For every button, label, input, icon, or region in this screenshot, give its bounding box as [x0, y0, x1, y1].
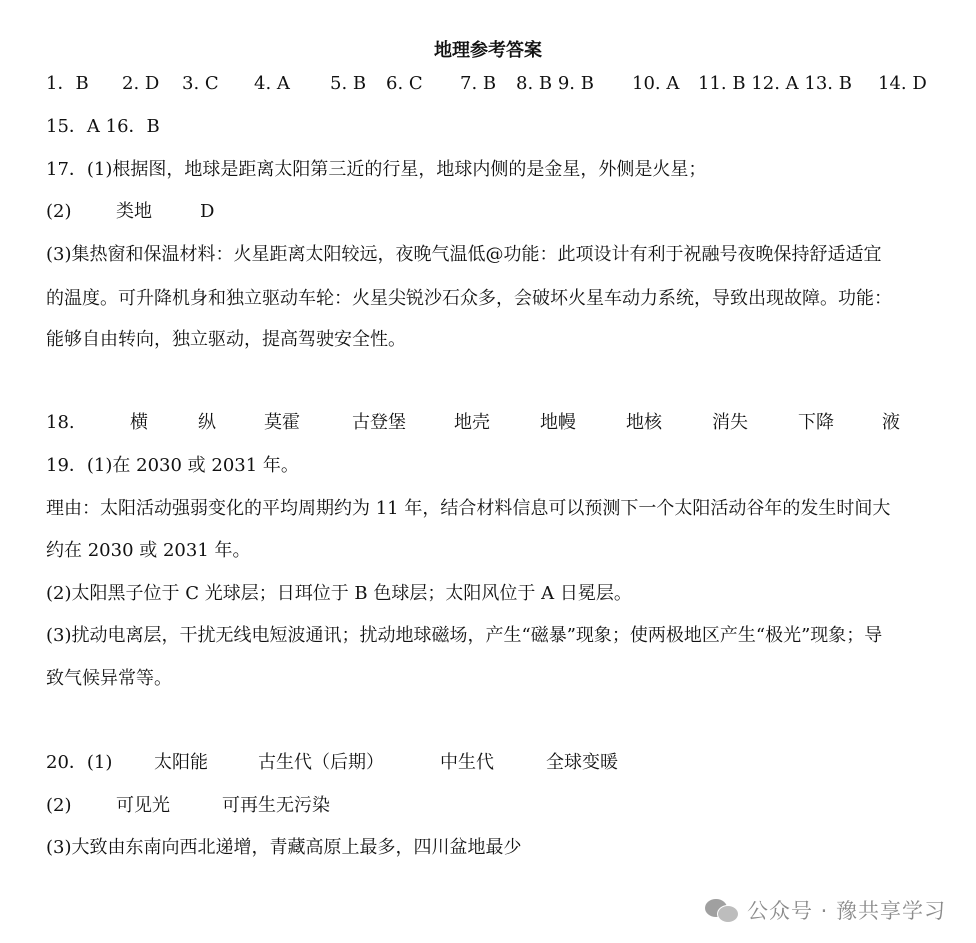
q20-part2-label: (2) — [46, 795, 72, 816]
q18-answer-3: 莫霍 — [264, 412, 300, 433]
q19-line-1: 19．(1)在 2030 或 2031 年。 — [46, 455, 299, 476]
mc-answer-11-13: 11. B 12. A 13. B — [698, 73, 852, 94]
mc-answer-2: 2. D — [122, 73, 160, 94]
q17-part2-answer-b: D — [200, 201, 215, 222]
q18-answer-6: 地幔 — [540, 412, 576, 433]
q20-part1-label: 20．(1) — [46, 752, 113, 773]
q19-line-5: (3)扰动电离层，干扰无线电短波通讯；扰动地球磁场，产生“磁暴”现象；使两极地区产生“极光”现象；导 — [46, 625, 883, 646]
q20-line-3: (3)大致由东南向西北递增，青藏高原上最多，四川盆地最少 — [46, 837, 522, 858]
mc-answer-15-16: 15．A 16．B — [46, 116, 160, 137]
mc-answer-4: 4. A — [254, 73, 290, 94]
q18-number: 18. — [46, 412, 75, 433]
q20-part2-answer-1: 可见光 — [116, 795, 170, 816]
mc-answer-1: 1．B — [46, 73, 89, 94]
q17-line-5: 能够自由转向，独立驱动，提高驾驶安全性。 — [46, 329, 406, 350]
q17-line-4: 的温度。可升降机身和独立驱动车轮：火星尖锐沙石众多，会破坏火星车动力系统，导致出现故障。功能： — [46, 288, 892, 309]
mc-answer-7: 7. B — [460, 73, 497, 94]
mc-answer-14: 14. D — [878, 73, 927, 94]
q20-part2-answer-2: 可再生无污染 — [222, 795, 330, 816]
watermark-text: 公众号 · 豫共享学习 — [746, 899, 946, 923]
q18-answer-2: 纵 — [198, 412, 216, 433]
q18-answer-7: 地核 — [626, 412, 662, 433]
wechat-icon — [705, 897, 739, 923]
q20-part1-answer-2: 古生代（后期） — [258, 752, 384, 773]
wechat-watermark — [705, 895, 946, 925]
q18-answer-1: 横 — [130, 412, 148, 433]
mc-answer-6: 6. C — [386, 73, 423, 94]
mc-answer-8-9: 8. B 9. B — [516, 73, 594, 94]
mc-answer-3: 3. C — [182, 73, 219, 94]
q17-part2-answer-a: 类地 — [116, 201, 152, 222]
q17-part2-label: (2) — [46, 201, 72, 222]
mc-answer-10: 10. A — [632, 73, 680, 94]
q20-part1-answer-4: 全球变暖 — [546, 752, 618, 773]
q19-line-3: 约在 2030 或 2031 年。 — [46, 540, 251, 561]
q19-line-6: 致气候异常等。 — [46, 668, 172, 689]
q20-part1-answer-1: 太阳能 — [154, 752, 208, 773]
page-title: 地理参考答案 — [434, 40, 542, 61]
q19-line-4: (2)太阳黑子位于 C 光球层；日珥位于 B 色球层；太阳风位于 A 日冕层。 — [46, 583, 632, 604]
mc-answer-5: 5. B — [330, 73, 367, 94]
q18-answer-8: 消失 — [712, 412, 748, 433]
q17-line-3: (3)集热窗和保温材料：火星距离太阳较远，夜晚气温低@功能：此项设计有利于祝融号夜晚保持舒适适宜 — [46, 244, 882, 265]
q18-answer-5: 地壳 — [454, 412, 490, 433]
q20-part1-answer-3: 中生代 — [440, 752, 494, 773]
q18-answer-4: 古登堡 — [352, 412, 406, 433]
q17-line-1: 17．(1)根据图，地球是距离太阳第三近的行星，地球内侧的是金星，外侧是火星； — [46, 159, 707, 180]
q19-line-2: 理由：太阳活动强弱变化的平均周期约为 11 年，结合材料信息可以预测下一个太阳活动谷年的发生时间大 — [46, 498, 891, 519]
q18-answer-9: 下降 — [798, 412, 834, 433]
q18-answer-10: 液 — [882, 412, 900, 433]
